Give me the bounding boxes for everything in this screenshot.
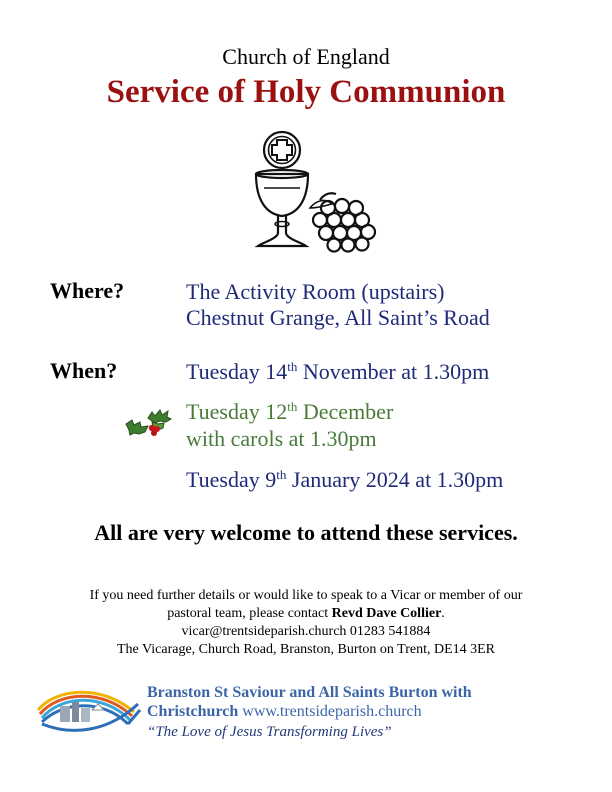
date-time: November at 1.30pm (297, 359, 490, 384)
organisation-heading: Church of England (222, 44, 390, 69)
parish-motto: “The Love of Jesus Transforming Lives” (147, 724, 392, 740)
where-label: Where? (50, 278, 125, 303)
service-date-january (186, 466, 503, 493)
service-date-november (186, 358, 489, 385)
date-suffix: th (287, 359, 298, 374)
date-text: Tuesday 12 (186, 399, 288, 424)
website-link[interactable]: www.trentsideparish.church (238, 703, 422, 720)
contact-email-phone: vicar@trentsideparish.church 01283 541884 (181, 624, 431, 639)
page-title: Service of Holy Communion (106, 74, 506, 110)
date-suffix: th (276, 467, 287, 482)
date-text: Tuesday 9 (186, 467, 277, 492)
welcome-message: All are very welcome to attend these services. (94, 520, 518, 545)
contact-person (0, 605, 612, 623)
contact-address: The Vicarage, Church Road, Branston, Burton on Trent, DE14 3ER (116, 642, 496, 657)
contact-intro: If you need further details or would like to speak to a Vicar or member of our (89, 588, 523, 603)
parish-name-website (147, 703, 422, 721)
contact-text: pastoral team, please contact (167, 606, 332, 621)
parish-fish-logo (32, 684, 144, 736)
service-date-december (186, 398, 393, 425)
venue-address: Chestnut Grange, All Saint’s Road (186, 305, 490, 330)
venue-room: The Activity Room (upstairs) (186, 279, 445, 304)
date-text: Tuesday 14 (186, 359, 288, 384)
date-time: January 2024 at 1.30pm (286, 467, 504, 492)
holly-icon (122, 398, 174, 442)
when-label: When? (50, 358, 118, 383)
parish-name-cont: Christchurch (147, 703, 239, 720)
date-month: December (297, 399, 394, 424)
parish-name: Branston St Saviour and All Saints Burton with (147, 684, 472, 701)
date-suffix: th (287, 399, 298, 414)
contact-period: . (441, 606, 445, 621)
chalice-host-grapes-icon (236, 128, 384, 256)
contact-name: Revd Dave Collier (331, 606, 442, 621)
carols-note: with carols at 1.30pm (186, 426, 377, 451)
